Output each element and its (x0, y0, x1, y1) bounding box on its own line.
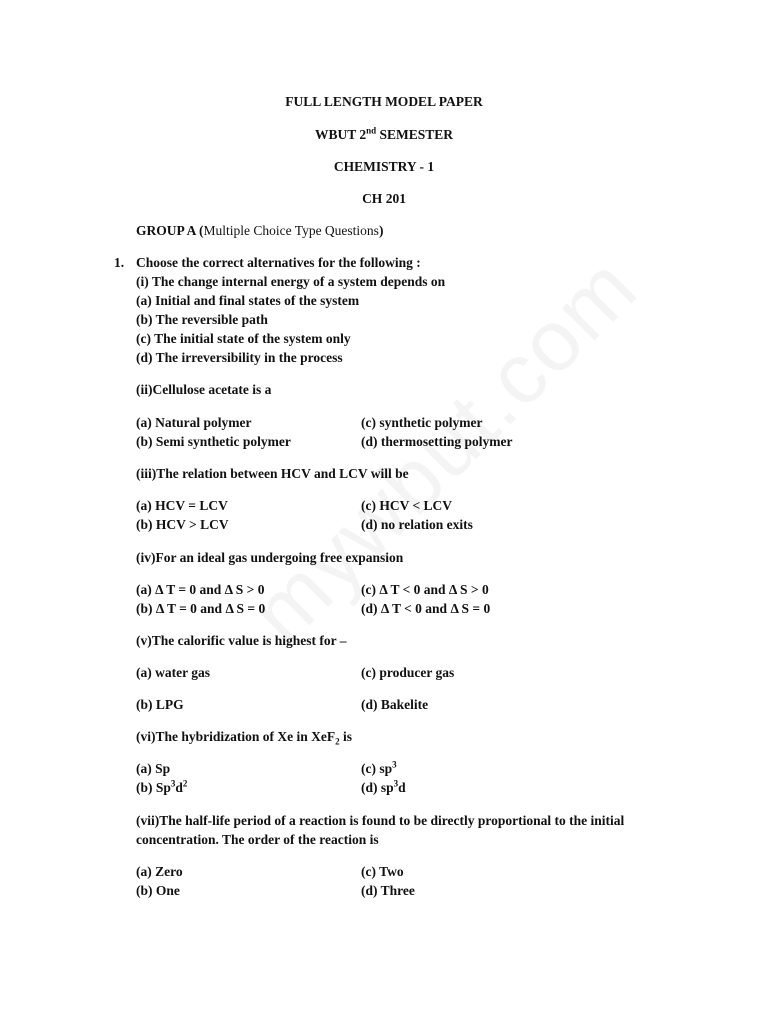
question-ii-option-c: (c) synthetic polymer (361, 415, 483, 430)
option-text: (b) Sp (136, 780, 171, 795)
question-iii-option-c: (c) HCV < LCV (361, 498, 453, 513)
question-iii-option-b: (b) HCV > LCV (136, 517, 229, 532)
option-text-mid: d (175, 780, 183, 795)
course-code: CH 201 (362, 191, 406, 206)
superscript: 2 (182, 778, 188, 789)
subscript: 2 (335, 736, 340, 747)
superscript: 3 (170, 778, 176, 789)
superscript: 3 (393, 778, 399, 789)
question-vi-option-d (361, 778, 406, 797)
question-v-stem: (v)The calorific value is highest for – (136, 633, 347, 648)
question-i-option-d: (d) The irreversibility in the process (136, 350, 343, 365)
group-label: GROUP A ( (136, 223, 204, 238)
question-v-option-b: (b) LPG (136, 697, 184, 712)
question-v-option-d: (d) Bakelite (361, 697, 429, 712)
question-i-option-b: (b) The reversible path (136, 312, 268, 327)
ordinal-suffix: nd (366, 125, 377, 136)
option-text-tail: d (398, 780, 406, 795)
question-i-option-a: (a) Initial and final states of the system (136, 293, 360, 308)
university-semester (0, 125, 768, 144)
question-vii-option-b: (b) One (136, 883, 180, 898)
question-iii-stem: (iii)The relation between HCV and LCV will be (136, 466, 409, 481)
superscript: 3 (392, 759, 397, 770)
question-iv-option-a: (a) Δ T = 0 and Δ S > 0 (136, 582, 265, 597)
question-vii-option-d: (d) Three (361, 883, 415, 898)
question-vii-stem-line1: (vii)The half-life period of a reaction is found to be directly proportional to the initial (136, 813, 625, 828)
group-heading (136, 221, 383, 240)
question-iv-stem: (iv)For an ideal gas undergoing free expansion (136, 550, 404, 565)
question-vi-option-c (361, 759, 397, 778)
question-v-option-a: (a) water gas (136, 665, 210, 680)
question-iv-option-b: (b) Δ T = 0 and Δ S = 0 (136, 601, 266, 616)
semester-text: SEMESTER (376, 127, 454, 142)
option-text: (d) sp (361, 780, 394, 795)
question-iv-option-d: (d) Δ T < 0 and Δ S = 0 (361, 601, 491, 616)
question-v-option-c: (c) producer gas (361, 665, 455, 680)
question-vii-option-c: (c) Two (361, 864, 404, 879)
instruction-text: Choose the correct alternatives for the following : (136, 255, 421, 270)
question-number: 1. (114, 255, 125, 270)
question-ii-option-b: (b) Semi synthetic polymer (136, 434, 291, 449)
group-description: Multiple Choice Type Questions (203, 223, 379, 238)
question-vii-stem-line2: concentration. The order of the reaction is (136, 832, 379, 847)
paper-title: FULL LENGTH MODEL PAPER (285, 94, 483, 109)
question-i-option-c: (c) The initial state of the system only (136, 331, 351, 346)
question-iii-option-d: (d) no relation exits (361, 517, 473, 532)
question-vi-option-b (136, 778, 187, 797)
question-vii-option-a: (a) Zero (136, 864, 183, 879)
question-ii-stem: (ii)Cellulose acetate is a (136, 382, 272, 397)
question-i-stem: (i) The change internal energy of a system depends on (136, 274, 446, 289)
university-text: WBUT 2 (314, 127, 367, 142)
question-ii-option-d: (d) thermosetting polymer (361, 434, 513, 449)
question-vi-option-a: (a) Sp (136, 761, 171, 776)
question-iv-option-c: (c) Δ T < 0 and Δ S > 0 (361, 582, 489, 597)
group-close: ) (378, 223, 384, 238)
stem-text: (vi)The hybridization of Xe in XeF (136, 729, 336, 744)
question-vi-stem (136, 727, 352, 746)
subject-title: CHEMISTRY - 1 (333, 159, 435, 174)
option-text: (c) sp (361, 761, 393, 776)
stem-tail: is (339, 729, 353, 744)
question-iii-option-a: (a) HCV = LCV (136, 498, 228, 513)
question-ii-option-a: (a) Natural polymer (136, 415, 252, 430)
